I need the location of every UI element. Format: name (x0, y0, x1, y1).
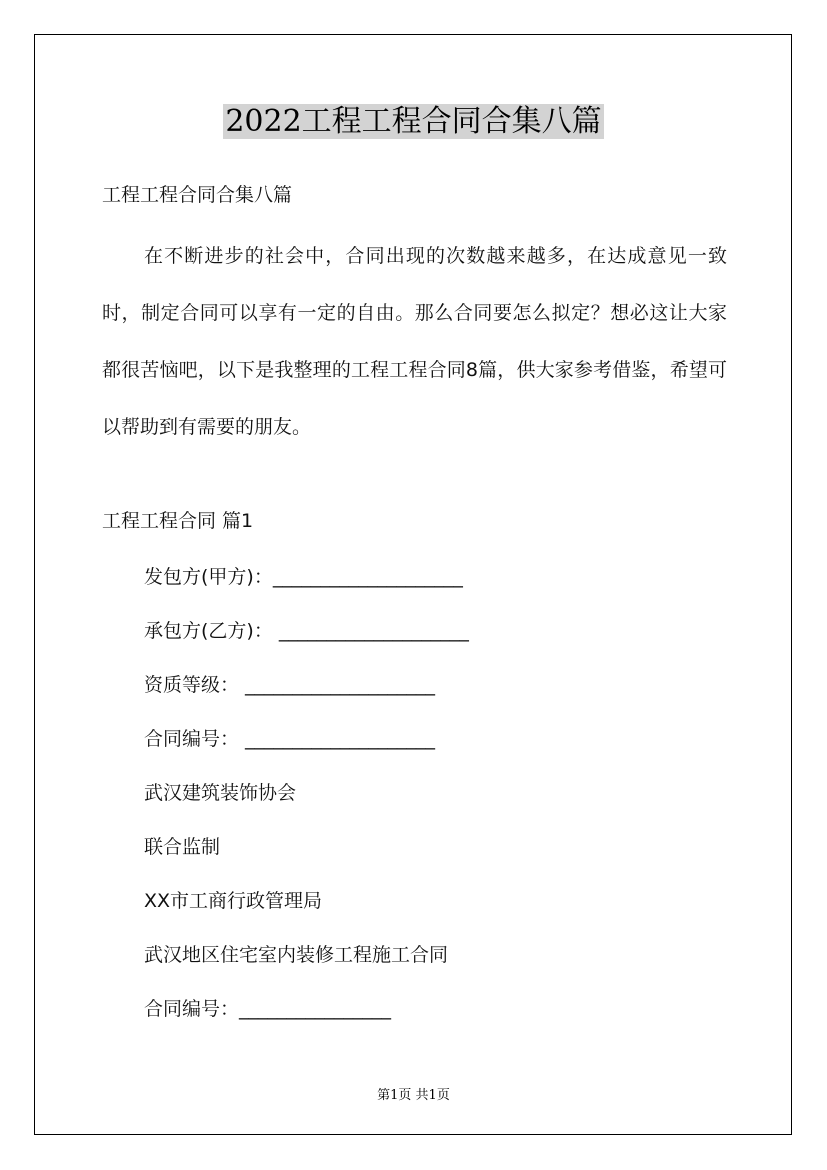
bureau-line: XX市工商行政管理局 (144, 890, 323, 912)
page-footer: 第1页 共1页 (377, 1088, 450, 1103)
association-line: 武汉建筑装饰协会 (144, 782, 297, 804)
document-title (0, 100, 827, 144)
party-b-line: 承包方(乙方)： ____________________ (144, 620, 469, 642)
contract-title-line: 武汉地区住宅室内装修工程施工合同 (144, 944, 449, 966)
contract-number-line-2: 合同编号：________________ (144, 998, 392, 1020)
party-a-line: 发包方(甲方)：____________________ (144, 566, 463, 588)
joint-supervision-line: 联合监制 (144, 836, 221, 858)
contract-number-line: 合同编号： ____________________ (144, 728, 436, 750)
intro-paragraph: 在不断进步的社会中，合同出现的次数越来越多，在达成意见一致时，制定合同可以享有一定的自由。那么合同要怎么拟定？想必这让大家都很苦恼吧，以下是我整理的工程工程合同8篇，供大家参考借鉴，希望可以帮助到有需要的朋友。 (102, 245, 727, 438)
qualification-line: 资质等级： ____________________ (144, 674, 436, 696)
document-title-text: 2022工程工程合同合集八篇 (225, 104, 602, 139)
document-subtitle: 工程工程合同合集八篇 (102, 184, 293, 206)
section-heading: 工程工程合同 篇1 (102, 510, 254, 532)
